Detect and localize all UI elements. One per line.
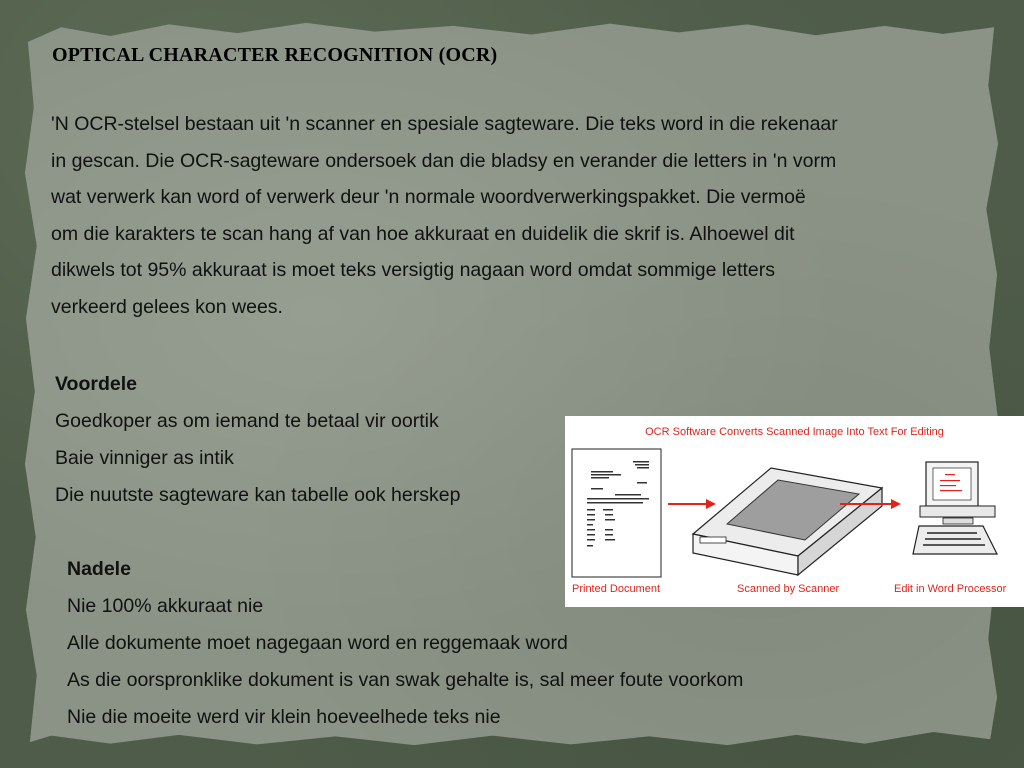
advantages-heading: Voordele bbox=[55, 373, 137, 395]
computer-icon bbox=[913, 462, 997, 554]
caption-scanned-by-scanner: Scanned by Scanner bbox=[737, 583, 840, 595]
list-item: Baie vinniger as intik bbox=[55, 447, 234, 469]
list-item: Nie die moeite werd vir klein hoeveelhede teks nie bbox=[67, 706, 501, 728]
diagram-title: OCR Software Converts Scanned Image Into Text For Editing bbox=[645, 426, 944, 438]
list-item: Die nuutste sagteware kan tabelle ook herskep bbox=[55, 484, 461, 506]
ocr-diagram-graphic bbox=[565, 416, 1024, 607]
printed-document-icon bbox=[572, 449, 661, 577]
list-item: As die oorspronklike dokument is van swak gehalte is, sal meer foute voorkom bbox=[67, 669, 744, 691]
arrow-right-icon bbox=[668, 499, 716, 509]
slide-title: OPTICAL CHARACTER RECOGNITION (OCR) bbox=[52, 44, 498, 66]
list-item: Goedkoper as om iemand te betaal vir oortik bbox=[55, 410, 439, 432]
caption-printed-document: Printed Document bbox=[572, 583, 661, 595]
list-item: Alle dokumente moet nagegaan word en reggemaak word bbox=[67, 632, 568, 654]
disadvantages-heading: Nadele bbox=[67, 558, 131, 580]
scanner-icon bbox=[693, 468, 882, 575]
caption-edit-in-word-processor: Edit in Word Processor bbox=[894, 583, 1007, 595]
intro-paragraph: 'N OCR-stelsel bestaan uit 'n scanner en spesiale sagteware. Die teks word in die rekenaar in gescan. Die OCR-sagteware ondersoek dan die bladsy en verander die letters in 'n vorm wat verwerk kan word of verwerk deur 'n normale woordverwerkingspakket. Die vermoë om die karakters te scan hang af van hoe akkuraat en duidelik die skrif is. Alhoewel dit dikwels tot 95% akkuraat is moet teks versigtig nagaan word omdat sommige letters verkeerd gelees kon wees. bbox=[51, 113, 838, 318]
advantages-list bbox=[55, 366, 460, 514]
list-item: Nie 100% akkuraat nie bbox=[67, 595, 264, 617]
ocr-diagram bbox=[565, 416, 1024, 607]
